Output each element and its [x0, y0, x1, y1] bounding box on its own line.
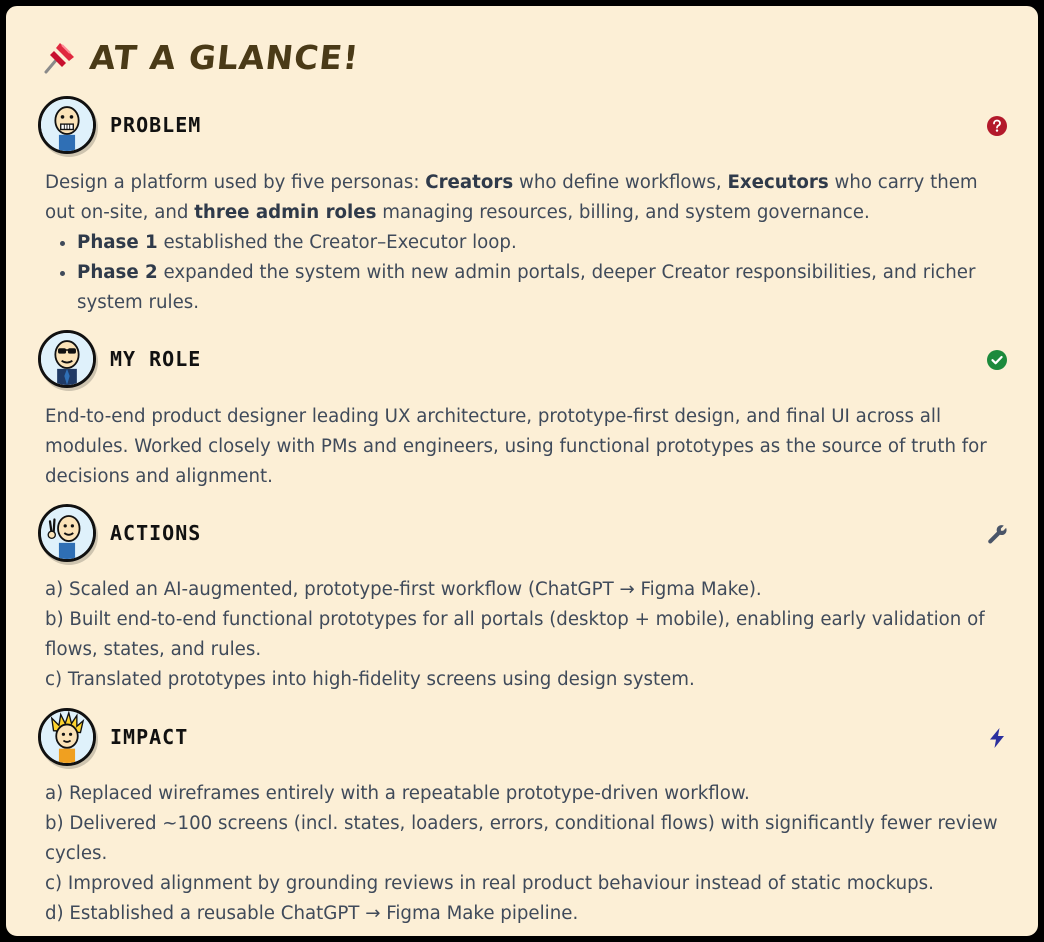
role-description: End-to-end product designer leading UX architecture, prototype-first design, and final UI across all modules. Worked closely with PMs and engineers, using functional prototypes as the source of truth for decisions and alignment.	[45, 406, 987, 487]
problem-intro	[45, 168, 1008, 228]
phase-1-label: Phase 1	[77, 232, 158, 253]
list-item: b) Delivered ~100 screens (incl. states, loaders, errors, conditional flows) with significantly fewer review cycles.	[45, 813, 998, 864]
impact-body	[45, 779, 1008, 929]
list-item: c) Improved alignment by grounding reviews in real product behaviour instead of static mockups.	[45, 873, 934, 894]
problem-bullets	[45, 228, 1008, 318]
list-item: b) Built end-to-end functional prototypes for all portals (desktop + mobile), enabling early validation of flows, states, and rules.	[45, 609, 985, 660]
page-title	[38, 34, 362, 80]
wrench-icon	[986, 523, 1008, 545]
executors-label: Executors	[727, 172, 829, 193]
phase-2-text: expanded the system with new admin portals, deeper Creator responsibilities, and richer system rules.	[77, 262, 976, 313]
at-a-glance-card	[3, 3, 1041, 939]
list-item	[77, 228, 1008, 258]
list-item: d) Established a reusable ChatGPT → Figma Make pipeline.	[45, 903, 579, 924]
question-circle-icon	[986, 115, 1008, 137]
problem-header	[38, 93, 201, 157]
problem-intro-text-3: who carry them out on-site, and	[45, 172, 978, 223]
actions-header	[38, 501, 201, 565]
phase-2-label: Phase 2	[77, 262, 158, 283]
list-item: a) Scaled an AI-augmented, prototype-first workflow (ChatGPT → Figma Make).	[45, 579, 762, 600]
problem-intro-text-4: managing resources, billing, and system governance.	[376, 202, 870, 223]
lightning-bolt-icon	[986, 727, 1008, 749]
creators-label: Creators	[425, 172, 514, 193]
phase-1-text: established the Creator–Executor loop.	[157, 232, 517, 253]
admin-roles-label: three admin roles	[194, 202, 377, 223]
role-heading: MY ROLE	[110, 347, 202, 371]
role-header	[38, 327, 201, 391]
problem-heading: PROBLEM	[110, 113, 202, 137]
problem-body	[45, 168, 1008, 318]
problem-intro-text-2: who define workflows,	[513, 172, 728, 193]
problem-intro-text-1: Design a platform used by five personas:	[45, 172, 426, 193]
actions-avatar	[38, 504, 96, 562]
impact-avatar	[38, 708, 96, 766]
problem-avatar	[38, 96, 96, 154]
actions-heading: ACTIONS	[110, 521, 202, 545]
pushpin-icon	[40, 37, 80, 77]
actions-body	[45, 575, 1008, 695]
list-item: c) Translated prototypes into high-fidelity screens using design system.	[45, 669, 695, 690]
check-circle-icon	[986, 349, 1008, 371]
role-avatar	[38, 330, 96, 388]
impact-heading: IMPACT	[110, 725, 189, 749]
impact-header	[38, 705, 188, 769]
role-body	[45, 402, 1008, 492]
page-title-text: AT A GLANCE!	[87, 37, 362, 77]
list-item: a) Replaced wireframes entirely with a repeatable prototype-driven workflow.	[45, 783, 750, 804]
list-item	[77, 258, 1008, 318]
